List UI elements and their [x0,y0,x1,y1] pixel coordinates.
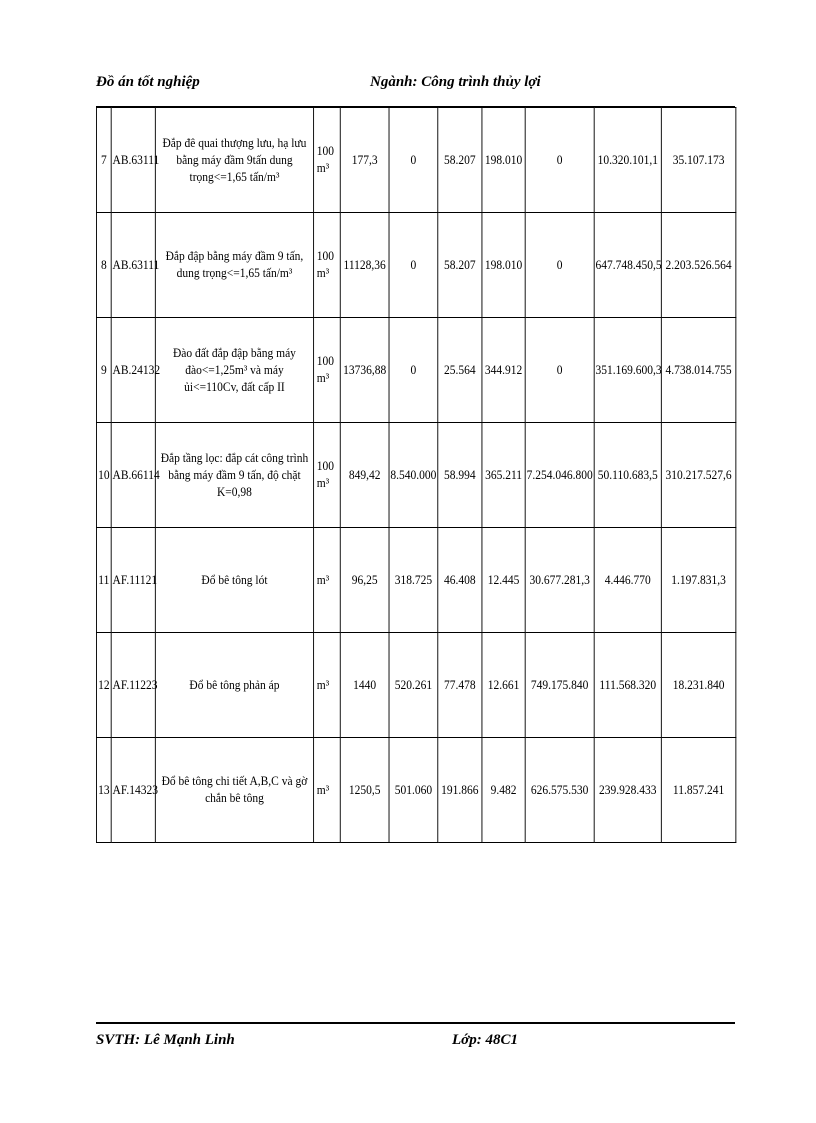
cell-machine-cost: 4.738.014.755 [661,318,736,423]
cell-material-unit-price: 0 [389,108,438,213]
footer-rule [96,1022,735,1024]
cell-labor-cost: 4.446.770 [594,528,661,633]
cell-labor-unit-price: 191.866 [438,738,482,843]
cell-material-unit-price: 520.261 [389,633,438,738]
cell-machine-cost: 11.857.241 [661,738,736,843]
cell-labor-unit-price: 58.207 [438,108,482,213]
cell-labor-cost: 10.320.101,1 [594,108,661,213]
cell-row-number: 10 [96,423,111,528]
cell-machine-unit-price: 198.010 [482,108,525,213]
cell-unit: m³ [314,633,341,738]
cell-material-cost: 626.575.530 [525,738,594,843]
cell-labor-cost: 351.169.600,3 [594,318,661,423]
cell-material-unit-price: 0 [389,213,438,318]
cell-labor-unit-price: 77.478 [438,633,482,738]
cell-unit: 100 m³ [314,213,341,318]
cell-material-unit-price: 501.060 [389,738,438,843]
cell-work-description: Đắp đê quai thượng lưu, hạ lưu bằng máy đầm 9tấn dung trọng<=1,65 tấn/m³ [155,108,313,213]
cell-quantity: 13736,88 [340,318,389,423]
cell-work-code: AB.63111 [111,108,155,213]
cell-quantity: 849,42 [340,423,389,528]
cell-row-number: 9 [96,318,111,423]
table-row [96,633,735,738]
table-row [96,318,735,423]
cell-quantity: 1440 [340,633,389,738]
cell-row-number: 12 [96,633,111,738]
cell-work-description: Đắp đập bằng máy đầm 9 tấn, dung trọng<=1,65 tấn/m³ [155,213,313,318]
cell-unit: 100 m³ [314,423,341,528]
cell-material-cost: 0 [525,108,594,213]
cell-material-cost: 7.254.046.800 [525,423,594,528]
cell-quantity: 177,3 [340,108,389,213]
cell-work-code: AF.11121 [111,528,155,633]
table-row [96,108,735,213]
cell-unit: 100 m³ [314,318,341,423]
cell-machine-cost: 2.203.526.564 [661,213,736,318]
cell-machine-unit-price: 12.661 [482,633,525,738]
cell-unit: m³ [314,528,341,633]
footer-student: SVTH: Lê Mạnh Linh [96,1032,235,1048]
cell-unit: 100 m³ [314,108,341,213]
cell-work-code: AB.24132 [111,318,155,423]
cell-labor-cost: 111.568.320 [594,633,661,738]
page-footer [96,1022,736,1062]
cell-work-code: AB.66114 [111,423,155,528]
cell-machine-cost: 1.197.831,3 [661,528,736,633]
cell-material-cost: 30.677.281,3 [525,528,594,633]
table-row [96,213,735,318]
cell-machine-unit-price: 198.010 [482,213,525,318]
cell-machine-unit-price: 9.482 [482,738,525,843]
cell-labor-cost: 647.748.450,5 [594,213,661,318]
header-title: Đồ án tốt nghiệp [96,74,200,90]
cost-table [96,107,736,843]
cell-material-unit-price: 0 [389,318,438,423]
cell-machine-unit-price: 12.445 [482,528,525,633]
cell-work-code: AF.11223 [111,633,155,738]
cell-material-unit-price: 318.725 [389,528,438,633]
cell-work-code: AB.63111 [111,213,155,318]
cell-row-number: 13 [96,738,111,843]
cell-work-description: Đắp tầng lọc: đắp cát công trình bằng máy đầm 9 tấn, độ chặt K=0,98 [155,423,313,528]
cell-work-code: AF.14323 [111,738,155,843]
cell-quantity: 96,25 [340,528,389,633]
table-row [96,738,735,843]
cell-machine-cost: 310.217.527,6 [661,423,736,528]
cell-work-description: Đổ bê tông chi tiết A,B,C và gờ chắn bê tông [155,738,313,843]
table-row [96,528,735,633]
cell-machine-cost: 35.107.173 [661,108,736,213]
cell-work-description: Đổ bê tông lót [155,528,313,633]
cell-row-number: 7 [96,108,111,213]
cell-row-number: 8 [96,213,111,318]
cell-machine-cost: 18.231.840 [661,633,736,738]
header-department: Ngành: Công trình thủy lợi [370,74,541,90]
cell-labor-cost: 50.110.683,5 [594,423,661,528]
table-row [96,423,735,528]
cell-quantity: 11128,36 [340,213,389,318]
page-header [96,68,736,108]
cell-material-unit-price: 8.540.000 [389,423,438,528]
cell-labor-cost: 239.928.433 [594,738,661,843]
cell-material-cost: 0 [525,318,594,423]
cell-material-cost: 0 [525,213,594,318]
cell-labor-unit-price: 46.408 [438,528,482,633]
cell-labor-unit-price: 25.564 [438,318,482,423]
cell-labor-unit-price: 58.994 [438,423,482,528]
cell-machine-unit-price: 365.211 [482,423,525,528]
cell-work-description: Đào đất đắp đập bằng máy đào<=1,25m³ và máy ủi<=110Cv, đất cấp II [155,318,313,423]
cell-unit: m³ [314,738,341,843]
footer-class: Lớp: 48C1 [452,1032,518,1048]
cell-work-description: Đổ bê tông phản áp [155,633,313,738]
cell-labor-unit-price: 58.207 [438,213,482,318]
cell-quantity: 1250,5 [340,738,389,843]
cell-machine-unit-price: 344.912 [482,318,525,423]
cell-row-number: 11 [96,528,111,633]
cell-material-cost: 749.175.840 [525,633,594,738]
